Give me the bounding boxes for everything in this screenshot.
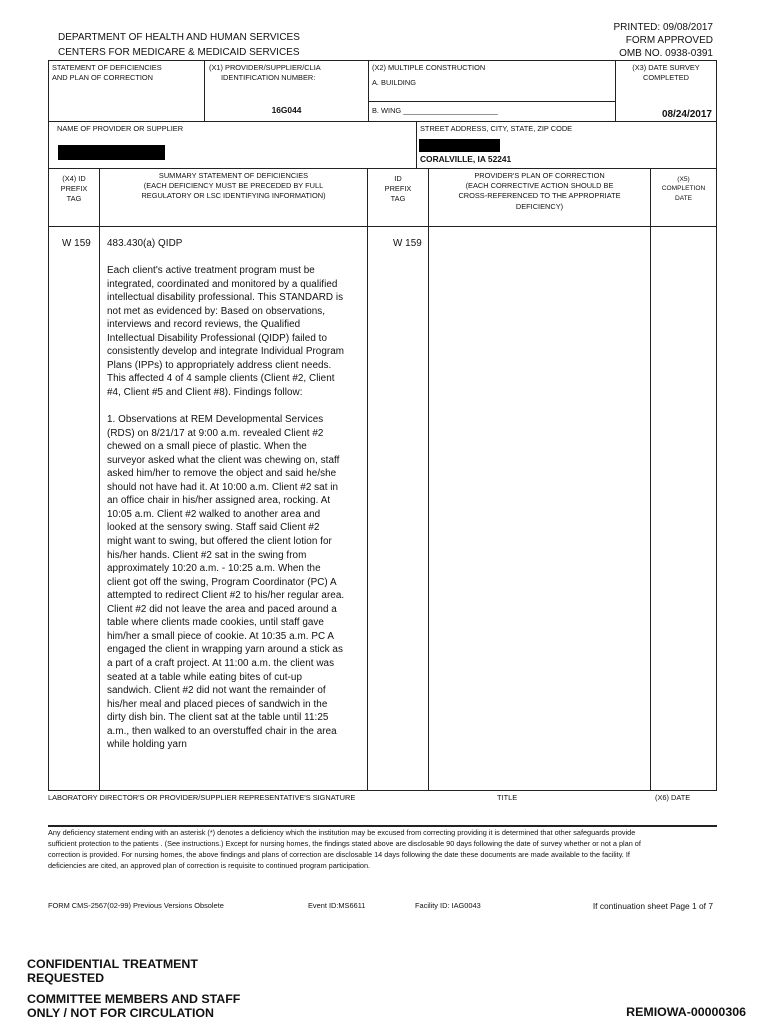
grid-left-edge bbox=[48, 60, 49, 790]
x1-label-line2: IDENTIFICATION NUMBER: bbox=[221, 73, 316, 83]
x5-header-line2: COMPLETION bbox=[661, 185, 706, 193]
deficiency-title: 483.430(a) QIDP bbox=[107, 238, 183, 249]
plan-header-line3: CROSS-REFERENCED TO THE APPROPRIATE bbox=[458, 191, 621, 201]
omb-number: OMB NO. 0938-0391 bbox=[619, 48, 713, 59]
plan-header bbox=[429, 171, 650, 212]
x2-label: (X2) MULTIPLE CONSTRUCTION bbox=[372, 63, 486, 72]
id-prefix-header bbox=[368, 174, 428, 205]
deficiency-text bbox=[107, 237, 345, 786]
x3-label bbox=[616, 63, 716, 83]
col-div-3 bbox=[428, 168, 429, 790]
x6-date-label: (X6) DATE bbox=[655, 793, 691, 802]
agency-name: CENTERS FOR MEDICARE & MEDICAID SERVICES bbox=[58, 47, 300, 58]
facility-id: Facility ID: IAG0043 bbox=[415, 901, 481, 910]
grid-div-x2 bbox=[368, 60, 369, 121]
id-header-line3: TAG bbox=[390, 194, 406, 204]
bates-number: REMIOWA-00000306 bbox=[626, 1005, 746, 1019]
summary-header-line2: (EACH DEFICIENCY MUST BE PRECEDED BY FULL bbox=[143, 181, 324, 191]
deficiency-tag-right: W 159 bbox=[393, 238, 422, 249]
signature-bottom-rule bbox=[48, 825, 717, 827]
signature-label: LABORATORY DIRECTOR'S OR PROVIDER/SUPPLIER REPRESENTATIVE'S SIGNATURE bbox=[48, 793, 356, 802]
title-label: TITLE bbox=[497, 793, 518, 802]
summary-header-line3: REGULATORY OR LSC IDENTIFYING INFORMATION) bbox=[141, 191, 326, 201]
committee-line1: COMMITTEE MEMBERS AND STAFF bbox=[27, 992, 241, 1006]
grid-top-rule bbox=[48, 60, 717, 61]
x5-header-line1: (X5) bbox=[677, 176, 690, 183]
x4-prefix-header bbox=[49, 174, 99, 205]
id-header-line1: ID bbox=[394, 174, 402, 183]
grid-div-street bbox=[416, 121, 417, 168]
x4-header-line1: (X4) ID bbox=[62, 174, 86, 183]
plan-header-line2: (EACH CORRECTIVE ACTION SHOULD BE bbox=[465, 181, 614, 191]
confidential-line2: REQUESTED bbox=[27, 971, 105, 985]
survey-completed-date: 08/24/2017 bbox=[661, 109, 712, 120]
x5-header-line3: DATE bbox=[674, 194, 693, 202]
statement-label-line1: STATEMENT OF DEFICIENCIES bbox=[52, 63, 162, 72]
x5-header bbox=[651, 175, 716, 203]
deficiency-paragraph-1: Each client's active treatment program must be integrated, coordinated and monitored by a qualified intellectual disability professional. This STANDARD is not met as evidenced by: Based on observations, interviews and record reviews, the Qualified Intellectual Disability Professional (QIDP) failed to consistently develop and integrate Individual Program Plans (IPPs) to appropriately address client needs. This affected 4 of 4 sample clients (Client #2, Client #4, Client #5 and Client #8). Findings follow: bbox=[107, 265, 345, 399]
confidential-line1: CONFIDENTIAL TREATMENT bbox=[27, 957, 198, 971]
provider-id-value: 16G044 bbox=[271, 105, 302, 115]
form-approved: FORM APPROVED bbox=[625, 35, 713, 46]
department-name: DEPARTMENT OF HEALTH AND HUMAN SERVICES bbox=[58, 32, 300, 43]
statement-label-line2: AND PLAN OF CORRECTION bbox=[52, 73, 154, 83]
col-div-4 bbox=[650, 168, 651, 790]
summary-header bbox=[100, 171, 367, 202]
grid-wing-rule bbox=[368, 101, 615, 102]
col-div-1 bbox=[99, 168, 100, 790]
deficiency-tag-left: W 159 bbox=[62, 238, 91, 249]
city-state-zip: CORALVILLE, IA 52241 bbox=[420, 154, 512, 164]
plan-header-line1: PROVIDER'S PLAN OF CORRECTION bbox=[474, 171, 605, 180]
x3-label-line2: COMPLETED bbox=[643, 73, 689, 83]
id-header-line2: PREFIX bbox=[384, 184, 412, 194]
page-number: If continuation sheet Page 1 of 7 bbox=[592, 901, 713, 911]
x3-label-line1: (X3) DATE SURVEY bbox=[632, 63, 700, 72]
event-id: Event ID:MS6611 bbox=[308, 901, 366, 910]
confidential-stamp bbox=[27, 957, 198, 985]
x4-header-line3: TAG bbox=[66, 194, 82, 204]
signature-rule bbox=[48, 790, 717, 791]
x2-wing: B. WING _______________________ bbox=[372, 106, 498, 115]
x1-label-line1: (X1) PROVIDER/SUPPLIER/CLIA bbox=[209, 63, 321, 72]
provider-name-label: NAME OF PROVIDER OR SUPPLIER bbox=[57, 124, 184, 133]
printed-date: PRINTED: 09/08/2017 bbox=[613, 22, 713, 33]
x1-label bbox=[209, 63, 321, 83]
statement-label bbox=[52, 63, 162, 83]
x2-building: A. BUILDING bbox=[372, 78, 416, 87]
disclosure-note: Any deficiency statement ending with an asterisk (*) denotes a deficiency which the institution may be excused from correcting providing it is determined that other safeguards provide sufficient protection to the patients . (See instructions.) Except for nursing homes, the findings stated above are disclosable 90 days following the date of survey whether or not a plan of correction is provided. For nursing homes, the above findings and plans of correction are disclosable 14 days following the date these documents are made available to the facility. If deficiencies are cited, an approved plan of correction is requisite to continued program participation. bbox=[48, 828, 641, 870]
plan-header-line4: DEFICIENCY) bbox=[515, 201, 564, 211]
summary-header-line1: SUMMARY STATEMENT OF DEFICIENCIES bbox=[158, 171, 309, 180]
street-address-label: STREET ADDRESS, CITY, STATE, ZIP CODE bbox=[420, 124, 573, 133]
redacted-street-address bbox=[419, 139, 500, 152]
grid-header-rule bbox=[48, 226, 717, 227]
committee-stamp bbox=[27, 992, 240, 1020]
x4-header-line2: PREFIX bbox=[60, 184, 88, 194]
col-div-2 bbox=[367, 168, 368, 790]
grid-right-edge bbox=[716, 60, 717, 790]
grid-name-rule bbox=[48, 168, 717, 169]
committee-line2: ONLY / NOT FOR CIRCULATION bbox=[27, 1006, 215, 1020]
grid-x1-rule bbox=[48, 121, 717, 122]
form-number: FORM CMS-2567(02-99) Previous Versions Obsolete bbox=[48, 901, 224, 910]
deficiency-paragraph-2: 1. Observations at REM Developmental Services (RDS) on 8/21/17 at 9:00 a.m. revealed Client #2 chewed on a small piece of plastic. When the surveyor asked what the client was chewing on, staff asked him/her to remove the object and said he/she should not have had it. At 10:00 a.m. Client #2 sat in an office chair in his/her assigned area, rocking. At 10:05 a.m. Client #2 walked to another area and looked at the sensory swing. Staff said Client #2 might want to swing, but offered the client lotion for his/her hands. Client #2 sat in the swing from approximately 10:20 a.m. - 10:25 a.m. When the client got off the swing, Program Coordinator (PC) A attempted to redirect Client #2 to his/her regular area. Client #2 did not leave the area and paced around a table where clients made cookies, until staff gave him/her a small piece of cookie. At 10:35 a.m. PC A engaged the client in wrapping yarn around a stick as a part of a craft project. At 11:00 a.m. the client was seated at a table while eating bites of cut-up sandwich. Client #2 did not want the remainder of his/her meal and placed pieces of sandwich in the dirty dish bin. The client sat at the table until 11:25 a.m., then walked to an overstuffed chair in the area while holding yarn bbox=[107, 414, 345, 751]
redacted-provider-name bbox=[58, 145, 165, 160]
